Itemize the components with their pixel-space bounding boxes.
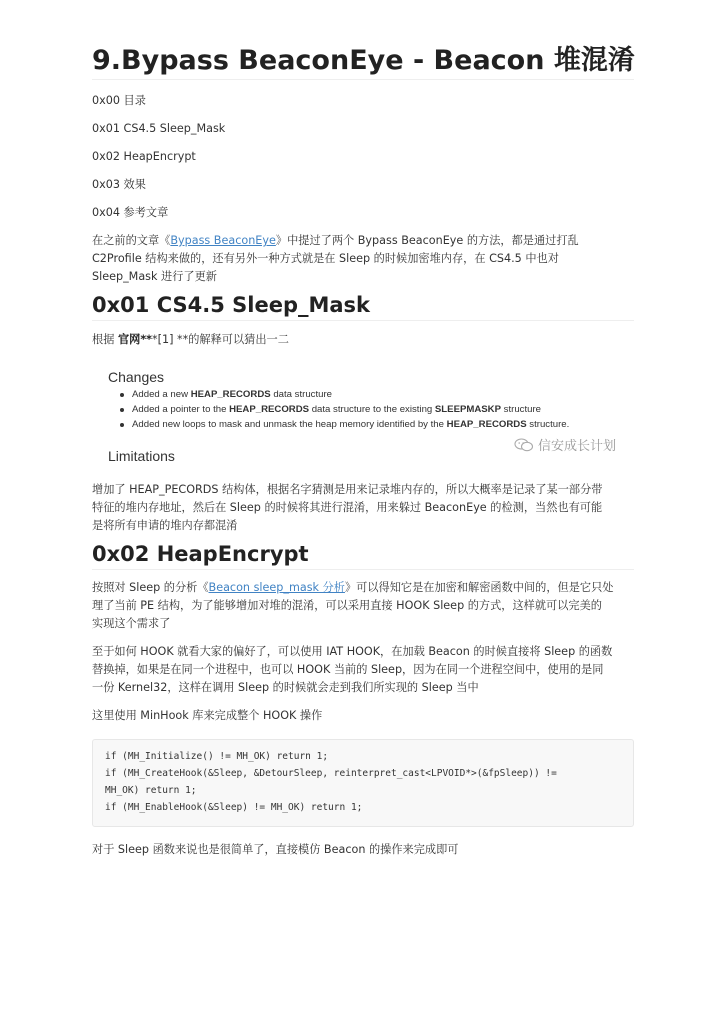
changelog-screenshot (92, 357, 634, 475)
section1-paragraph-2 (92, 481, 634, 535)
intro-line-1 (92, 232, 634, 250)
section2-p2-line-1: 至于如何 HOOK 就看大家的偏好了，可以使用 IAT HOOK，在加载 Beacon 的时候直接将 Sleep 的函数 (92, 645, 613, 658)
section1-intro-prefix: 根据 (92, 333, 118, 346)
section1-p2-line-3: 是将所有申请的堆内存都混淆 (92, 519, 238, 532)
bypass-beaconeye-link[interactable]: Bypass BeaconEye (170, 234, 276, 247)
limitations-heading: Limitations (108, 448, 175, 464)
section2-p2-line-2: 替换掉，如果是在同一个进程中，也可以 HOOK 当前的 Sleep，因为在同一个进程空间中，使用的是同 (92, 663, 604, 676)
toc-item-0x01: 0x01 CS4.5 Sleep_Mask (92, 122, 226, 135)
changes-heading: Changes (108, 369, 165, 385)
change-item-1: Added a new HEAP_RECORDS data structure (118, 387, 569, 402)
beacon-sleep-mask-link[interactable]: Beacon sleep_mask 分析 (208, 581, 345, 594)
section2-paragraph-4: 对于 Sleep 函数来说也是很简单了，直接模仿 Beacon 的操作来完成即可 (92, 843, 459, 856)
section1-p2-line-2: 特征的堆内存地址，然后在 Sleep 的时候将其进行混淆，用来躲过 BeaconEye 的检测，当然也有可能 (92, 501, 603, 514)
section-heading-sleep-mask: 0x01 CS4.5 Sleep_Mask (92, 292, 634, 321)
intro-line-2: C2Profile 结构来做的，还有另外一种方式就是在 Sleep 的时候加密堆内存，在 CS4.5 中也对 (92, 252, 559, 265)
section2-p1-line-1: 按照对 Sleep 的分析《Beacon sleep_mask 分析》可以得知它是在加密和解密函数中间的，但是它只处 (92, 581, 614, 594)
section2-p1-line-3: 实现这个需求了 (92, 617, 171, 630)
change-item-2: Added a pointer to the HEAP_RECORDS data structure to the existing SLEEPMASKP structure (118, 402, 569, 417)
minhook-code-block: if (MH_Initialize() != MH_OK) return 1; if (MH_CreateHook(&Sleep, &DetourSleep, reinterpret_cast<LPVOID*>(&fpSleep)) != MH_OK) return 1; if (MH_EnableHook(&Sleep) != MH_OK) return 1; (92, 739, 634, 827)
section1-intro-suffix: *[1] **的解释可以猜出一二 (152, 333, 289, 346)
section2-paragraph-2 (92, 643, 634, 697)
intro-paragraph (92, 232, 634, 286)
toc-item-0x00: 0x00 目录 (92, 94, 146, 107)
section1-p2-line-1: 增加了 HEAP_PECORDS 结构体，根据名字猜测是用来记录堆内存的，所以大概率是记录了某一部分带 (92, 483, 603, 496)
toc-item-0x02: 0x02 HeapEncrypt (92, 150, 196, 163)
change-item-3: Added new loops to mask and unmask the heap memory identified by the HEAP_RECORDS structure. (118, 417, 569, 432)
section1-intro (92, 331, 634, 349)
section2-p2-line-3: 一份 Kernel32，这样在调用 Sleep 的时候就会走到我们所实现的 Sleep 当中 (92, 681, 479, 694)
section2-paragraph-3: 这里使用 MinHook 库来完成整个 HOOK 操作 (92, 709, 323, 722)
changes-list (118, 387, 569, 432)
intro-text-before: 在之前的文章《 (92, 234, 171, 247)
watermark (514, 435, 616, 454)
article-content (92, 44, 634, 859)
intro-line-3: Sleep_Mask 进行了更新 (92, 270, 217, 283)
section1-intro-bold: 官网** (117, 333, 153, 346)
section2-p1-line-2: 理了当前 PE 结构，为了能够增加对堆的混淆，可以采用直接 HOOK Sleep 的方式，这样就可以完美的 (92, 599, 602, 612)
watermark-text: 信安成长计划 (537, 439, 616, 454)
section2-paragraph-1 (92, 579, 634, 633)
intro-text-after: 》中提过了两个 Bypass BeaconEye 的方法，都是通过打乱 (275, 234, 579, 247)
toc-item-0x03: 0x03 效果 (92, 178, 146, 191)
table-of-contents (92, 92, 634, 222)
toc-item-0x04: 0x04 参考文章 (92, 206, 169, 219)
wechat-icon (514, 438, 534, 452)
page-title: 9.Bypass BeaconEye - Beacon 堆混淆 (92, 44, 634, 80)
section-heading-heapencrypt: 0x02 HeapEncrypt (92, 541, 634, 570)
